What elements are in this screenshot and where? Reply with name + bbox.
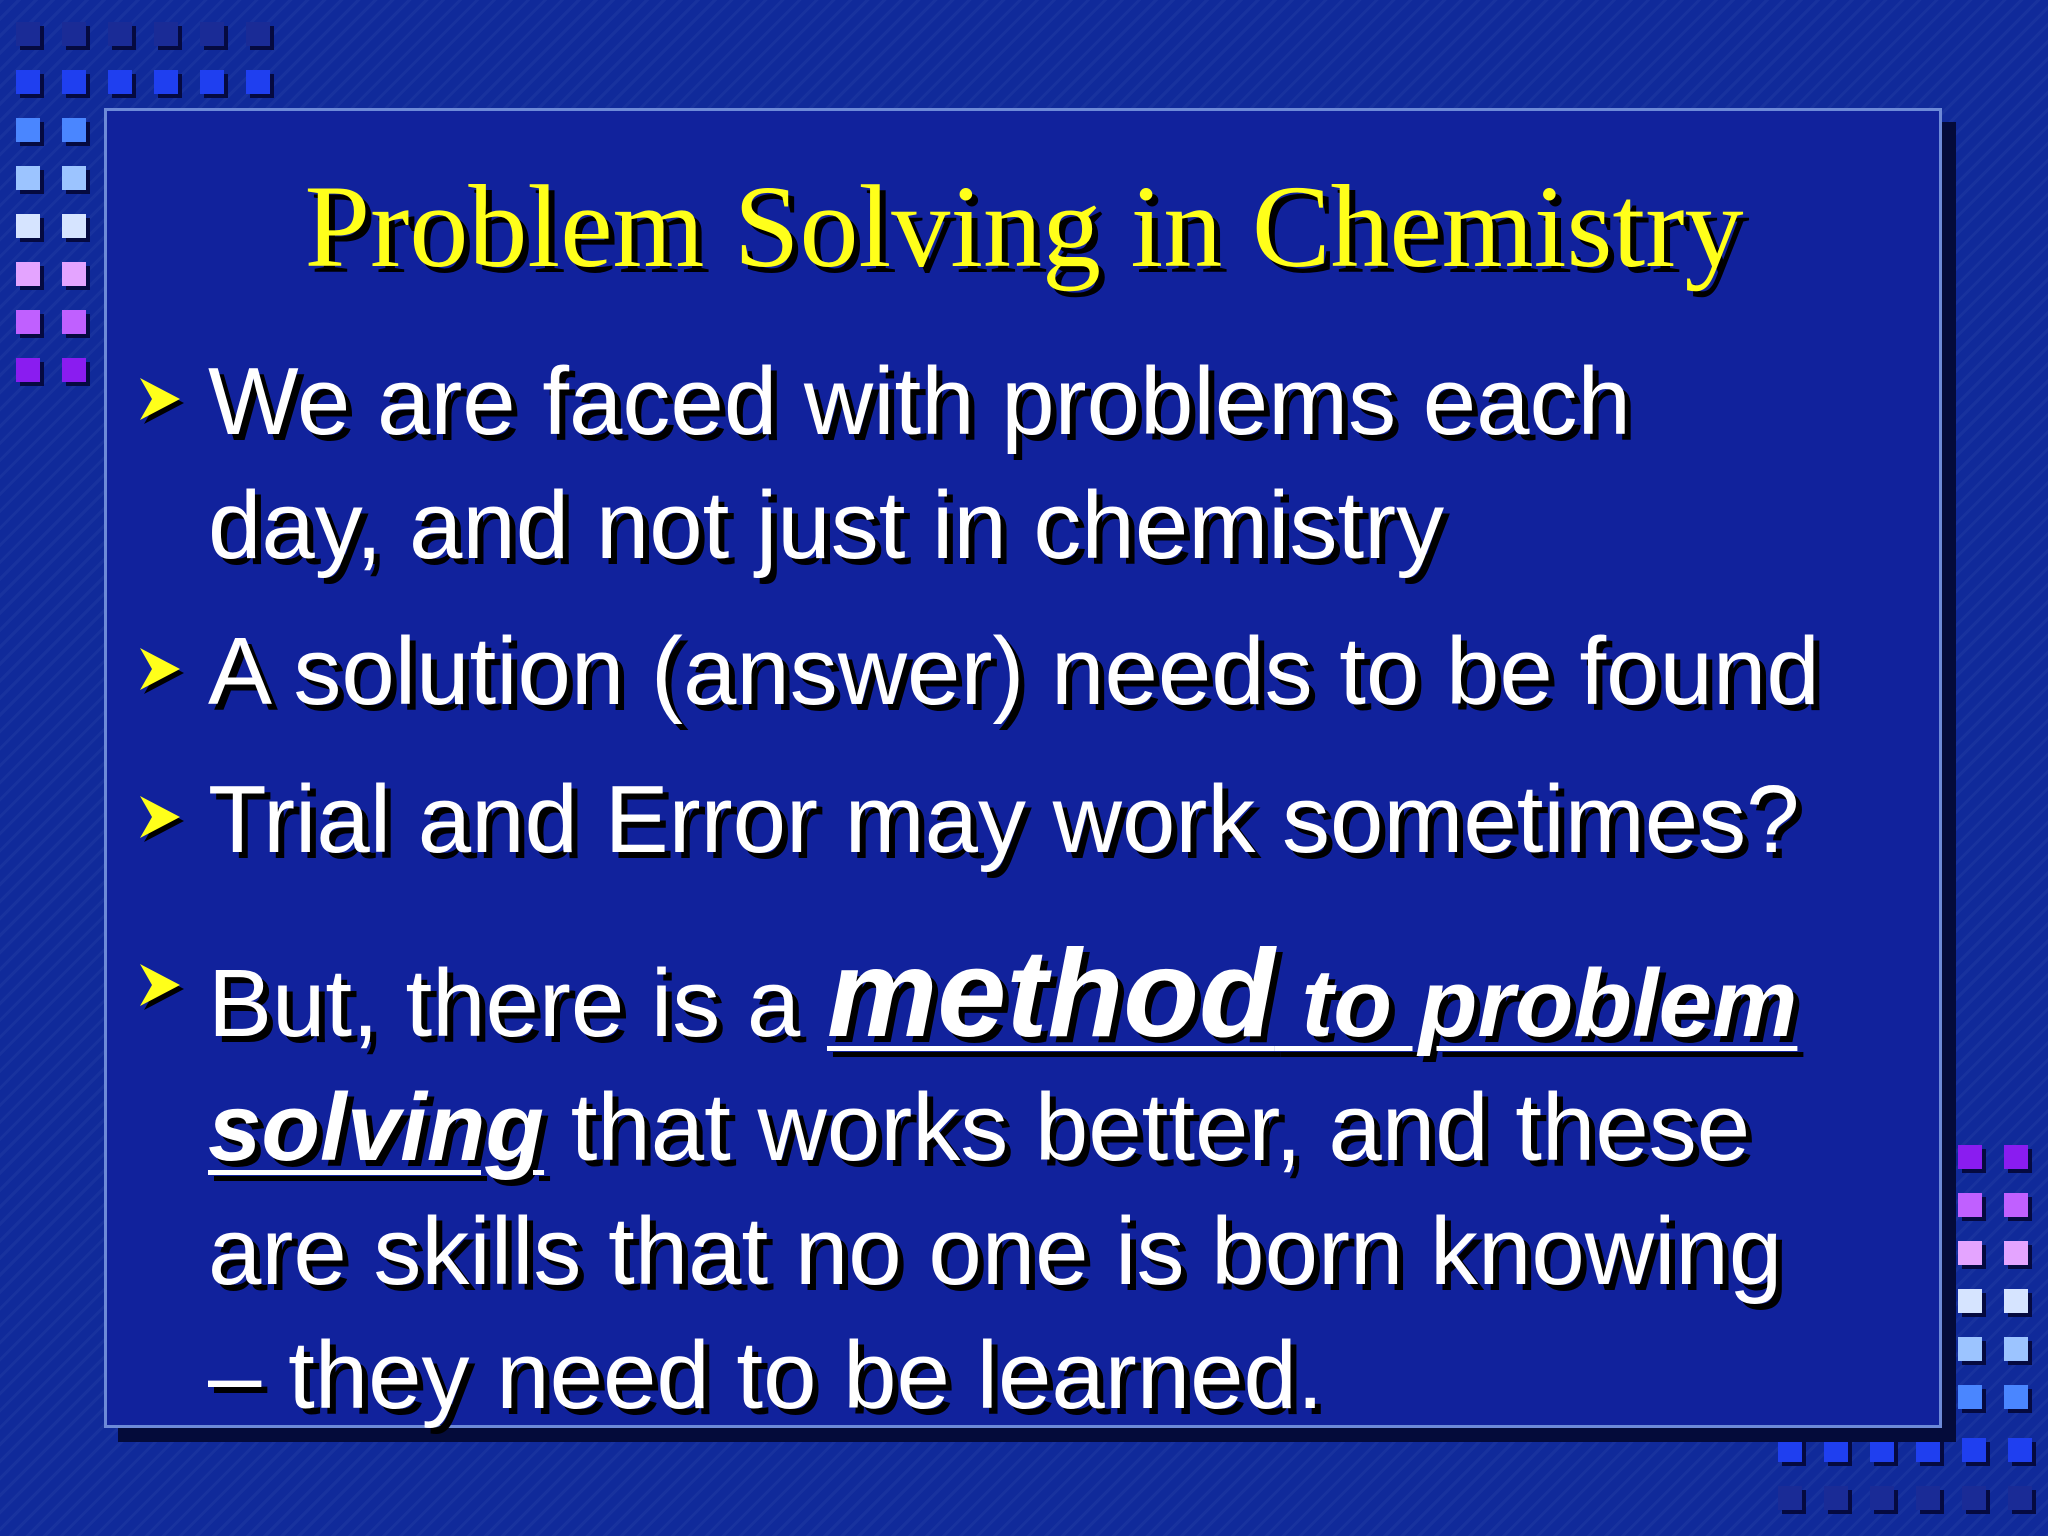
bullet-4-line-3: are skills that no one is born knowing xyxy=(208,1198,1783,1305)
decorative-square xyxy=(16,358,40,382)
decorative-square xyxy=(2004,1289,2028,1313)
decorative-square xyxy=(2004,1385,2028,1409)
bullet-2 xyxy=(208,610,1948,734)
bullet-4 xyxy=(208,925,1948,1438)
decorative-square xyxy=(62,358,86,382)
bullet-arrow-icon xyxy=(134,372,186,426)
bullet-1-line-1: We are faced with problems each xyxy=(208,348,1631,455)
decorative-square xyxy=(1778,1438,1802,1462)
bullet-1-line-2: day, and not just in chemistry xyxy=(208,472,1445,579)
decorative-square xyxy=(1870,1486,1894,1510)
bullet-2-text: A solution (answer) needs to be found xyxy=(208,618,1820,725)
decorative-square xyxy=(1778,1486,1802,1510)
bullet-4-prefix: But, there is a xyxy=(208,950,827,1057)
decorative-square xyxy=(1962,1438,1986,1462)
bullet-1 xyxy=(208,340,1948,588)
decorative-square xyxy=(246,22,270,46)
decorative-square xyxy=(16,22,40,46)
decorative-square xyxy=(2004,1241,2028,1265)
decorative-square xyxy=(2008,1438,2032,1462)
decorative-square xyxy=(108,22,132,46)
bullet-arrow-icon xyxy=(134,790,186,844)
decorative-square xyxy=(246,70,270,94)
bullet-arrow-icon xyxy=(134,642,186,696)
bullet-4-after: that works better, and these xyxy=(544,1074,1751,1181)
decorative-square xyxy=(62,22,86,46)
decorative-square-pattern xyxy=(1778,1438,2032,1510)
decorative-square xyxy=(62,70,86,94)
bullet-3 xyxy=(208,758,1948,882)
decorative-square xyxy=(1916,1486,1940,1510)
decorative-square xyxy=(1916,1438,1940,1462)
bullet-arrow-icon xyxy=(134,958,186,1012)
decorative-square xyxy=(62,310,86,334)
emphasis-method: method xyxy=(826,925,1275,1063)
bullet-4-line-1 xyxy=(208,925,1948,1066)
emphasis-solving: solving xyxy=(208,1074,545,1181)
decorative-square xyxy=(200,22,224,46)
decorative-square xyxy=(1958,1241,1982,1265)
decorative-square xyxy=(108,70,132,94)
decorative-square xyxy=(1958,1193,1982,1217)
decorative-square xyxy=(154,70,178,94)
decorative-square xyxy=(1958,1145,1982,1169)
decorative-square xyxy=(1870,1438,1894,1462)
decorative-square xyxy=(1958,1385,1982,1409)
decorative-square xyxy=(16,70,40,94)
decorative-square xyxy=(2008,1486,2032,1510)
decorative-square xyxy=(2004,1193,2028,1217)
decorative-square xyxy=(1824,1438,1848,1462)
slide-title: Problem Solving in Chemistry xyxy=(304,161,1744,292)
decorative-square xyxy=(62,118,86,142)
decorative-square xyxy=(1958,1337,1982,1361)
decorative-square xyxy=(2004,1145,2028,1169)
bullet-4-line-4: – they need to be learned. xyxy=(208,1322,1324,1429)
decorative-square xyxy=(1958,1289,1982,1313)
decorative-square xyxy=(16,310,40,334)
bullet-4-line-2 xyxy=(208,1066,1948,1190)
decorative-square xyxy=(2004,1337,2028,1361)
bullet-3-text: Trial and Error may work sometimes? xyxy=(208,766,1800,873)
decorative-square-pattern xyxy=(16,22,270,94)
decorative-square xyxy=(1824,1486,1848,1510)
decorative-square-pattern xyxy=(1958,1145,2028,1409)
decorative-square xyxy=(154,22,178,46)
decorative-square xyxy=(1962,1486,1986,1510)
decorative-square xyxy=(16,118,40,142)
decorative-square xyxy=(200,70,224,94)
emphasis-to-problem: to problem xyxy=(1274,950,1798,1057)
